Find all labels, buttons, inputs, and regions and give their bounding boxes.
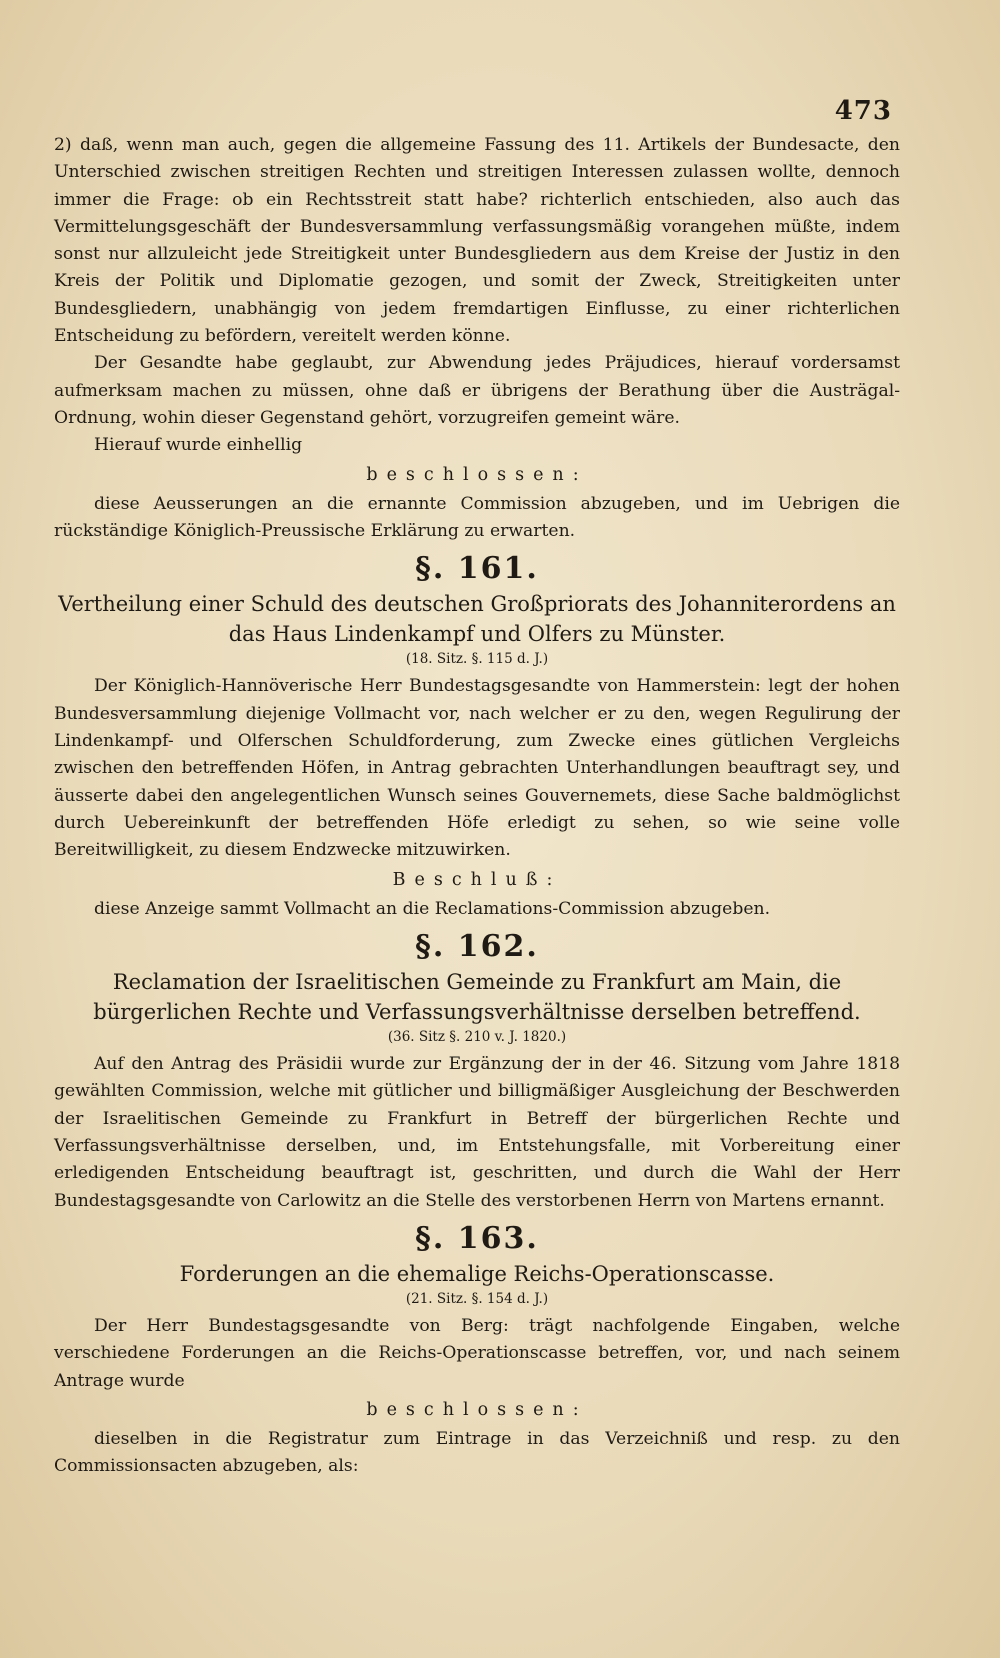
page-number: 473 xyxy=(834,96,892,126)
paragraph: diese Aeusserungen an die ernannte Commission abzugeben, und im Uebrigen die rückständige Königlich-Preussische Erklärung zu erwarten. xyxy=(54,493,900,542)
section-number: §. 161. xyxy=(415,551,539,587)
paragraph: dieselben in die Registratur zum Eintrage in das Verzeichniß und resp. zu den Commissionsacten abzugeben, als: xyxy=(54,1429,900,1477)
section-number: §. 162. xyxy=(415,929,539,965)
section-title: Reclamation der Israelitischen Gemeinde zu Frankfurt am Main, die bürgerlichen Rechte und Verfassungsverhältnisse derselben betreffend. xyxy=(93,970,861,1025)
section-title: Forderungen an die ehemalige Reichs-Operationscasse. xyxy=(179,1261,775,1286)
section-number: §. 163. xyxy=(415,1220,539,1256)
page-content xyxy=(54,132,900,1481)
section-title: Vertheilung einer Schuld des deutschen Großpriorats des Johanniterordens an das Haus Lindenkampf und Olfers zu Münster. xyxy=(58,592,896,647)
section-reference: (18. Sitz. §. 115 d. J.) xyxy=(405,651,549,668)
section-reference: (21. Sitz. §. 154 d. J.) xyxy=(405,1290,549,1307)
paragraph: Der Gesandte habe geglaubt, zur Abwendung jedes Präjudices, hierauf vordersamst aufmerksam machen zu müssen, ohne daß er übrigens der Berathung über die Austrägal-Ordnung, wohin dieser Gegenstand gehört, vorzugreifen gemeint wäre. xyxy=(54,353,900,428)
section-161 xyxy=(54,549,900,669)
paragraph: Hierauf wurde einhellig xyxy=(94,435,303,456)
resolution-heading: beschlossen: xyxy=(366,1399,588,1420)
section-163 xyxy=(54,1219,900,1309)
paragraph: Der Königlich-Hannöverische Herr Bundestagsgesandte von Hammerstein: legt der hohen Bundesversammlung diejenige Vollmacht vor, nach welcher er zu den, wegen Regulirung der Lindenkampf- und Olferschen Schuldforderung, zum Zwecke eines gütlichen Vergleichs zwischen den betreffenden Höfen, in Antrag gebrachten Unterhandlungen beauftragt sey, und äusserte dabei den angelegentlichen Wunsch seines Gouvernemets, diese Sache baldmöglichst durch Uebereinkunft der betreffenden Höfe erledigt zu sehen, so wie seine volle Bereitwilligkeit, zu diesem Endzwecke mitzuwirken. xyxy=(54,676,900,861)
paragraph: Der Herr Bundestagsgesandte von Berg: trägt nachfolgende Eingaben, welche verschiedene Forderungen an die Reichs-Operationscasse betreffen, vor, und nach seinem Antrage wurde xyxy=(54,1315,900,1391)
paragraph: Auf den Antrag des Präsidii wurde zur Ergänzung der in der 46. Sitzung vom Jahre 1818 gewählten Commission, welche mit gütlicher und billigmäßiger Ausgleichung der Beschwerden der Israelitischen Gemeinde zu Frankfurt in Betreff der bürgerlichen Rechte und Verfassungsverhältnisse derselben, und, im Entstehungsfalle, mit Vorbereitung einer erledigenden Entscheidung beauftragt ist, geschritten, und durch die Wahl der Herr Bundestagsgesandte von Carlowitz an die Stelle des verstorbenen Herrn von Martens ernannt. xyxy=(54,1054,900,1211)
paragraph: diese Anzeige sammt Vollmacht an die Reclamations-Commission abzugeben. xyxy=(94,898,771,919)
section-reference: (36. Sitz §. 210 v. J. 1820.) xyxy=(387,1029,567,1046)
resolution-heading: Beschluß: xyxy=(392,869,562,890)
section-162 xyxy=(54,927,900,1047)
resolution-heading: beschlossen: xyxy=(366,464,588,485)
paragraph: 2) daß, wenn man auch, gegen die allgemeine Fassung des 11. Artikels der Bundesacte, den Unterschied zwischen streitigen Rechten und streitigen Interessen zulassen wollte, dennoch immer die Frage: ob ein Rechtsstreit statt habe? richterlich entschieden, also auch das Vermittelungsgeschäft der Bundesversammlung verfassungsmäßig vorangehen müßte, indem sonst nur allzuleicht jede Streitigkeit unter Bundesgliedern aus dem Kreise der Justiz in den Kreis der Politik und Diplomatie gezogen, und somit der Zweck, Streitigkeiten unter Bundesgliedern, unabhängig von jedem fremdartigen Einflusse, zu einer richterlichen Entscheidung zu befördern, vereitelt werden könne. xyxy=(54,135,900,347)
